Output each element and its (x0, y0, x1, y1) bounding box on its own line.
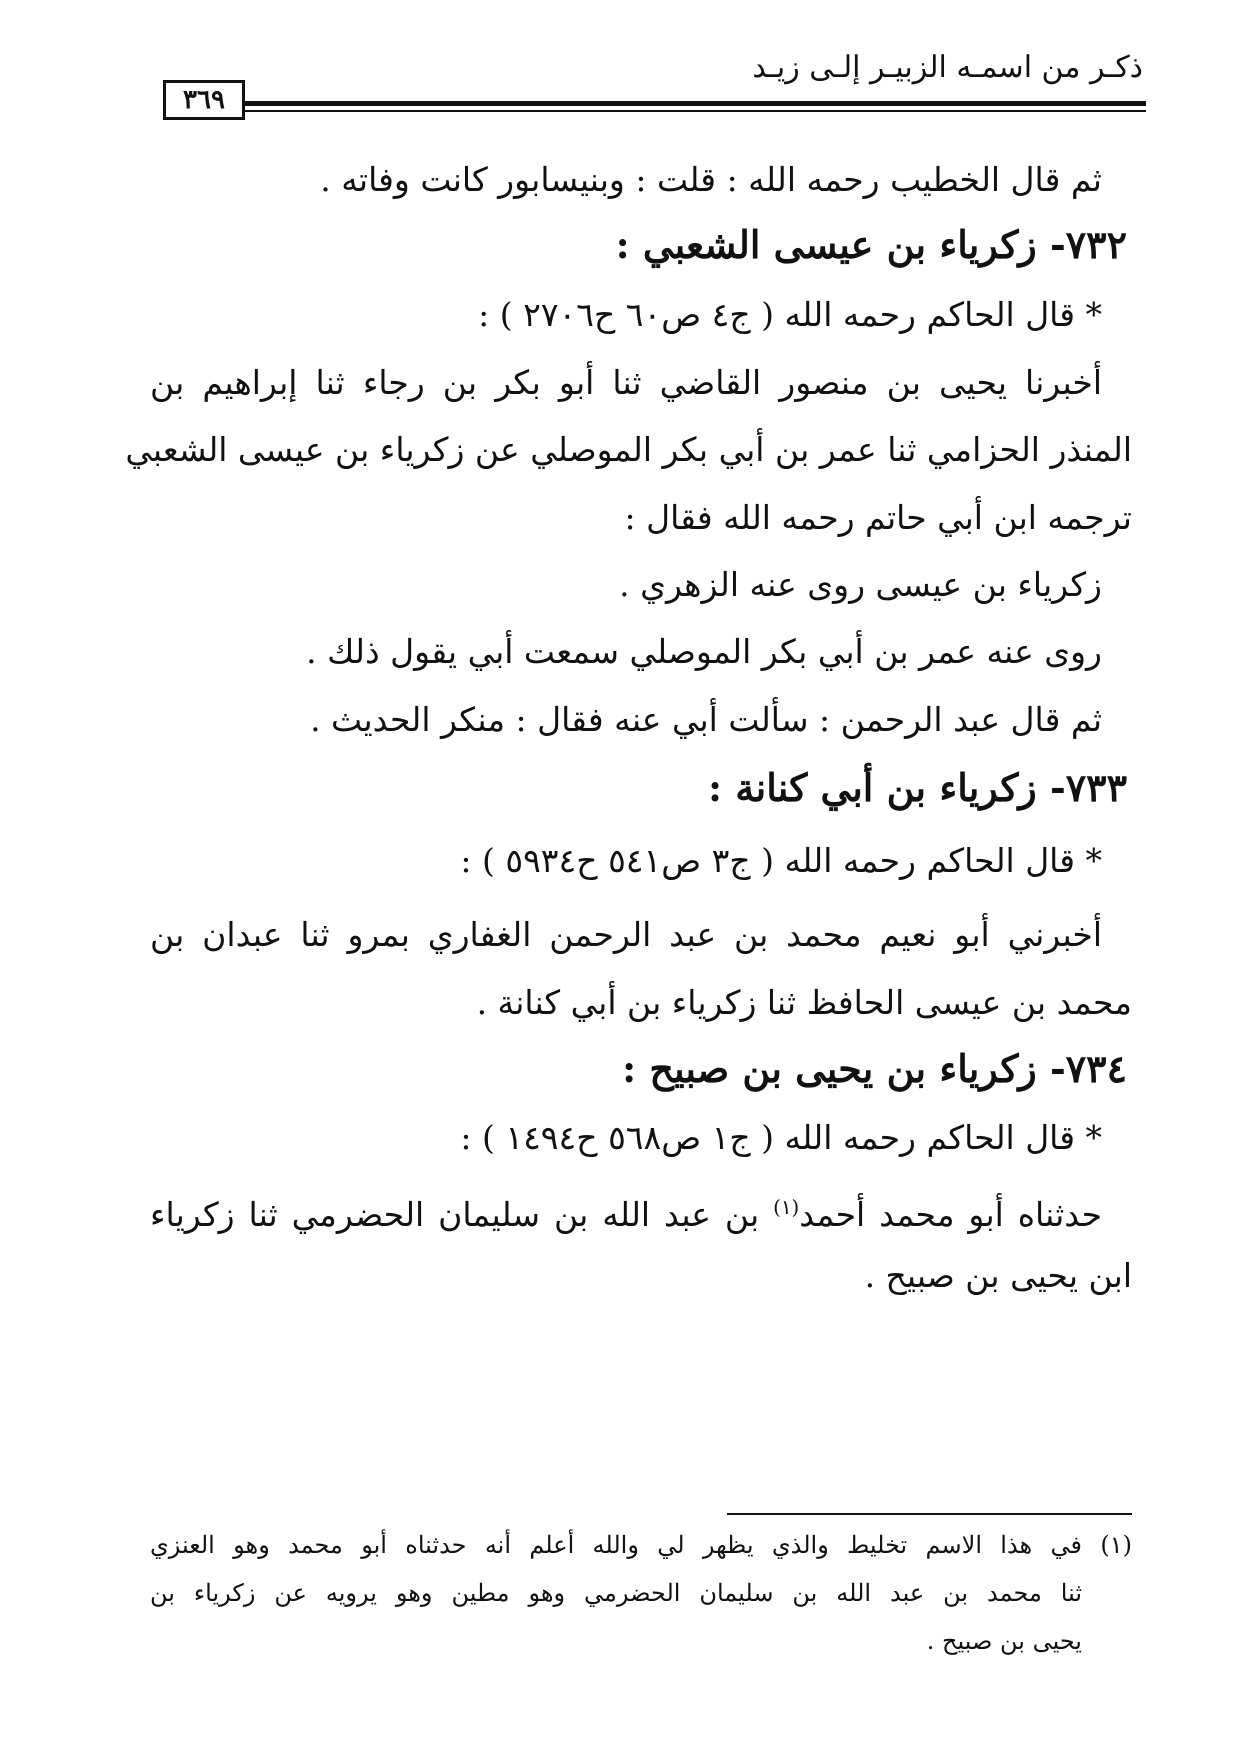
entry-heading-732: ٧٣٢- زكرياء بن عيسى الشعبي : (615, 222, 1127, 267)
body-text: حدثناه أبو محمد أحمد (799, 1195, 1102, 1234)
footnote-rule (727, 1513, 1132, 1515)
page-number: ٣٦٩ (163, 80, 245, 120)
body-line: ثم قال الخطيب رحمه الله : قلت : وبنيسابور كانت وفاته . (320, 160, 1102, 199)
body-text: بن عبد الله بن سليمان الحضرمي ثنا زكرياء (150, 1195, 760, 1234)
footnote-reference: (١) (773, 1196, 800, 1219)
body-line: زكرياء بن عيسى روى عنه الزهري . (619, 565, 1102, 604)
body-line: ابن يحيى بن صبيح . (864, 1256, 1132, 1295)
entry-source-732: * قال الحاكم رحمه الله ( ج٤ ص٦٠ ح٢٧٠٦ ) : (478, 295, 1102, 334)
body-line: أخبرني أبو نعيم محمد بن عبد الرحمن الغفاري بمرو ثنا عبدان بن (150, 915, 1102, 954)
entry-source-734: * قال الحاكم رحمه الله ( ج١ ص٥٦٨ ح١٤٩٤ ) : (460, 1118, 1102, 1157)
entry-heading-734: ٧٣٤- زكرياء بن يحيى بن صبيح : (622, 1046, 1127, 1091)
footnote-line: يحيى بن صبيح . (926, 1627, 1082, 1655)
footnote-line: ثنا محمد بن عبد الله بن سليمان الحضرمي وهو مطين وهو يرويه عن زكرياء بن (150, 1579, 1082, 1607)
entry-source-733: * قال الحاكم رحمه الله ( ج٣ ص٥٤١ ح٥٩٣٤ ) : (460, 841, 1102, 880)
body-line: روى عنه عمر بن أبي بكر الموصلي سمعت أبي يقول ذلك . (306, 632, 1102, 671)
body-line: محمد بن عيسى الحافظ ثنا زكرياء بن أبي كنانة . (476, 983, 1132, 1022)
entry-heading-733: ٧٣٣- زكرياء بن أبي كنانة : (707, 765, 1127, 810)
running-header-title: ذكـر من اسمـه الزبيـر إلـى زيـد (752, 50, 1143, 85)
body-line: ثم قال عبد الرحمن : سألت أبي عنه فقال : منكر الحديث . (310, 700, 1102, 739)
body-line: المنذر الحزامي ثنا عمر بن أبي بكر الموصلي عن زكرياء بن عيسى الشعبي (125, 430, 1132, 469)
body-line (150, 1183, 1102, 1240)
footnote-marker: (١) (1100, 1531, 1132, 1559)
header-rule (245, 101, 1146, 106)
body-line: ترجمه ابن أبي حاتم رحمه الله فقال : (624, 498, 1132, 537)
body-line: أخبرنا يحيى بن منصور القاضي ثنا أبو بكر بن رجاء ثنا إبراهيم بن (150, 363, 1102, 402)
footnote-line: في هذا الاسم تخليط والذي يظهر لي والله أعلم أنه حدثناه أبو محمد وهو العنزي (150, 1531, 1082, 1559)
header-rule-secondary (245, 110, 1146, 112)
